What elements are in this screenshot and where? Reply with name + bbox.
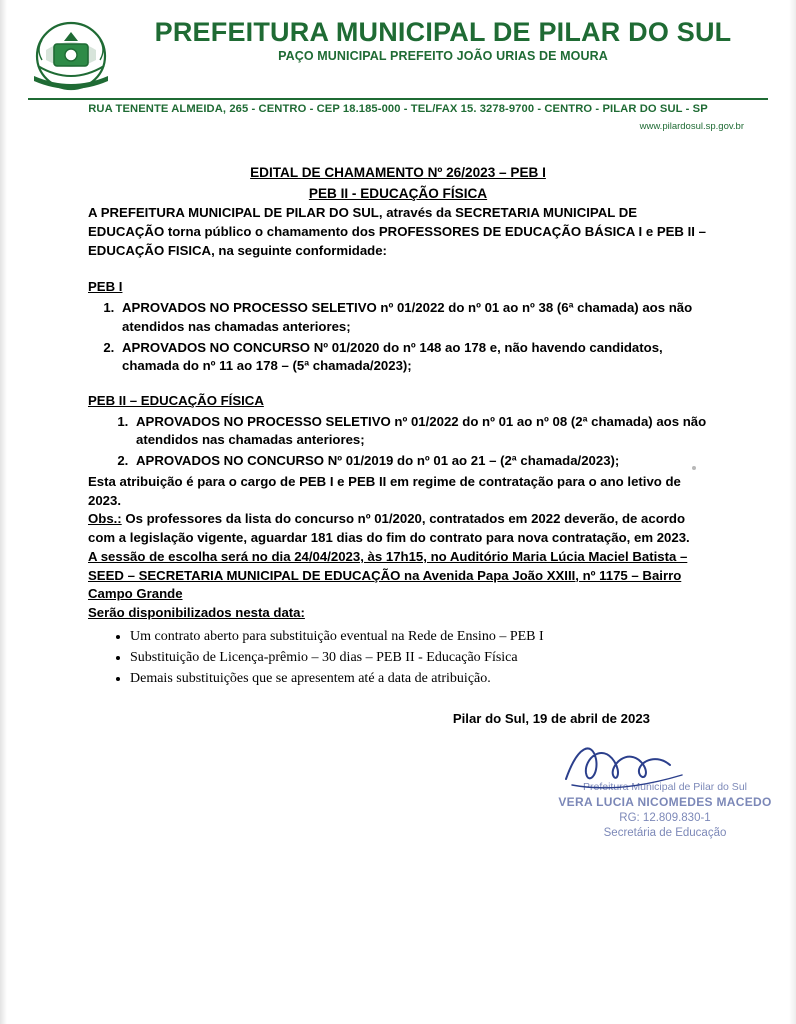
document-title-line2: PEB II - EDUCAÇÃO FÍSICA [308, 186, 488, 202]
section-heading-peb2: PEB II – EDUCAÇÃO FÍSICA [88, 393, 264, 408]
available-heading: Serão disponibilizados nesta data: [88, 605, 305, 621]
list-item: 1. APROVADOS NO PROCESSO SELETIVO nº 01/2022 do nº 01 ao nº 08 (2ª chamada) aos não atendidos nas chamadas anteriores; [132, 413, 708, 450]
document-title-line1: EDITAL DE CHAMAMENTO Nº 26/2023 – PEB I [250, 165, 546, 180]
svg-text:PILAR DO SUL: PILAR DO SUL [53, 77, 89, 83]
document-title [88, 162, 708, 204]
scan-edge-left [0, 0, 7, 1024]
list-item: • Substituição de Licença-prêmio – 30 dias – PEB II - Educação Física [130, 648, 708, 668]
letterhead-divider [28, 98, 768, 100]
letterhead-subtitle: PAÇO MUNICIPAL PREFEITO JOÃO URIAS DE MOURA [278, 49, 608, 64]
coat-of-arms-icon [28, 20, 114, 94]
list-item: • Demais substituições que se apresentem até a data de atribuição. [130, 669, 708, 689]
signature-stamp [540, 781, 790, 841]
signature-block [88, 735, 772, 855]
list-item: 2. APROVADOS NO CONCURSO Nº 01/2020 do nº 148 ao 178 e, não havendo candidatos, chamada do nº 11 ao 178 – (5ª chamada/2023); [118, 339, 708, 376]
observation-paragraph [88, 510, 708, 547]
list-peb2 [88, 413, 708, 471]
letterhead-address: RUA TENENTE ALMEIDA, 265 - CENTRO - CEP 18.185-000 - TEL/FAX 15. 3278-9700 - CENTRO - PILAR DO SUL - SP [88, 103, 708, 115]
stamp-line-1: Prefeitura Municipal de Pilar do Sul [582, 781, 747, 794]
observation-text: Os professores da lista do concurso nº 01/2020, contratados em 2022 deverão, de acordo com a legislação vigente, aguardar 181 dias do fim do contrato para nova contratação, em 2023. [88, 511, 690, 546]
regime-paragraph: Esta atribuição é para o cargo de PEB I e PEB II em regime de contratação para o ano letivo de 2023. [88, 473, 681, 508]
letterhead [0, 0, 796, 136]
list-peb1 [88, 299, 708, 376]
letterhead-website: www.pilardosul.sp.gov.br [639, 121, 744, 132]
stamp-line-3: RG: 12.809.830-1 [619, 811, 711, 824]
list-item: 1. APROVADOS NO PROCESSO SELETIVO nº 01/2022 do nº 01 ao nº 38 (6ª chamada) aos não atendidos nas chamadas anteriores; [118, 299, 708, 336]
signoff-line: Pilar do Sul, 19 de abril de 2023 [452, 711, 650, 727]
scan-speck [692, 466, 696, 470]
session-paragraph: A sessão de escolha será no dia 24/04/2023, às 17h15, no Auditório Maria Lúcia Maciel Batista – SEED – SECRETARIA MUNICIPAL DE EDUCAÇÃO na Avenida Papa João XXIII, nº 1175 – Bairro Campo Grande [88, 548, 688, 602]
stamp-line-2: VERA LUCIA NICOMEDES MACEDO [558, 795, 772, 810]
intro-paragraph: A PREFEITURA MUNICIPAL DE PILAR DO SUL, através da SECRETARIA MUNICIPAL DE EDUCAÇÃO torna público o chamamento dos PROFESSORES DE EDUCAÇÃO BÁSICA I e PEB II – EDUCAÇÃO FISICA, na seguinte conformidade: [88, 205, 706, 258]
list-item: • Um contrato aberto para substituição eventual na Rede de Ensino – PEB I [130, 627, 708, 647]
stamp-line-4: Secretária de Educação [603, 827, 727, 840]
available-list [88, 627, 708, 689]
section-heading-peb1: PEB I [88, 279, 123, 295]
letterhead-title: PREFEITURA MUNICIPAL DE PILAR DO SUL [154, 17, 732, 47]
scan-edge-right [789, 0, 796, 1024]
document-body [0, 136, 796, 855]
list-item: 2. APROVADOS NO CONCURSO Nº 01/2019 do nº 01 ao 21 – (2ª chamada/2023); [132, 452, 708, 471]
observation-label: Obs.: [88, 511, 122, 527]
